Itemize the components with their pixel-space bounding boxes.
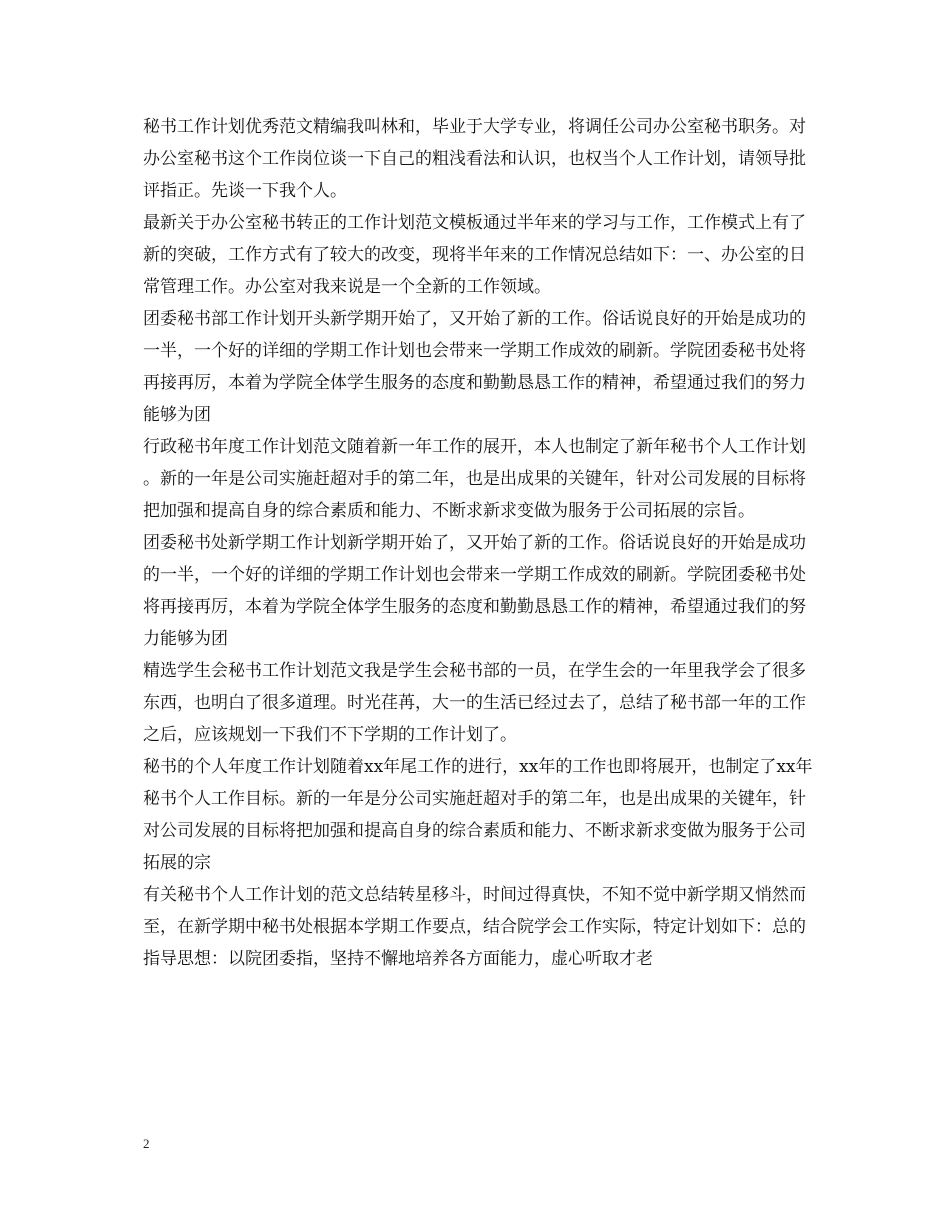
document-body: [143, 111, 815, 975]
paragraph-6: 精选学生会秘书工作计划范文我是学生会秘书部的一员，在学生会的一年里我学会了很多东西，也明白了很多道理。时光荏苒，大一的生活已经过去了，总结了秘书部一年的工作之后，应该规划一下我们不下学期的工作计划了。: [143, 661, 806, 745]
paragraph-8: 有关秘书个人工作计划的范文总结转星移斗，时间过得真快，不知不觉中新学期又悄然而至，在新学期中秘书处根据本学期工作要点，结合院学会工作实际，特定计划如下：总的指导思想：以院团委指，坚持不懈地培养各方面能力，虚心听取才老: [143, 885, 806, 969]
paragraph-2: 最新关于办公室秘书转正的工作计划范文模板通过半年来的学习与工作，工作模式上有了新的突破，工作方式有了较大的改变，现将半年来的工作情况总结如下：一、办公室的日常管理工作。办公室对我来说是一个全新的工作领域。: [143, 213, 806, 297]
paragraph-4: 行政秘书年度工作计划范文随着新一年工作的展开，本人也制定了新年秘书个人工作计划 。新的一年是公司实施赶超对手的第二年，也是出成果的关键年，针对公司发展的目标将把加强和提高自身的综合素质和能力、不断求新求变做为服务于公司拓展的宗旨。: [143, 437, 806, 521]
paragraph-1: 秘书工作计划优秀范文精编我叫林和，毕业于大学专业，将调任公司办公室秘书职务。对办公室秘书这个工作岗位谈一下自己的粗浅看法和认识，也权当个人工作计划，请领导批评指正。先谈一下我个人。: [143, 117, 806, 201]
paragraph-3: 团委秘书部工作计划开头新学期开始了，又开始了新的工作。俗话说良好的开始是成功的一半，一个好的详细的学期工作计划也会带来一学期工作成效的刷新。学院团委秘书处将再接再厉，本着为学院全体学生服务的态度和勤勤恳恳工作的精神，希望通过我们的努力能够为团: [143, 309, 806, 425]
paragraph-7: 秘书的个人年度工作计划随着xx年尾工作的进行，xx年的工作也即将展开，也制定了xx年秘书个人工作目标。新的一年是分公司实施赶超对手的第二年，也是出成果的关键年，针对公司发展的目标将把加强和提高自身的综合素质和能力、不断求新求变做为服务于公司拓展的宗: [143, 757, 813, 873]
paragraph-5: 团委秘书处新学期工作计划新学期开始了，又开始了新的工作。俗话说良好的开始是成功的一半，一个好的详细的学期工作计划也会带来一学期工作成效的刷新。学院团委秘书处将再接再厉，本着为学院全体学生服务的态度和勤勤恳恳工作的精神，希望通过我们的努力能够为团: [143, 533, 806, 649]
page-number: 2: [143, 1136, 150, 1151]
